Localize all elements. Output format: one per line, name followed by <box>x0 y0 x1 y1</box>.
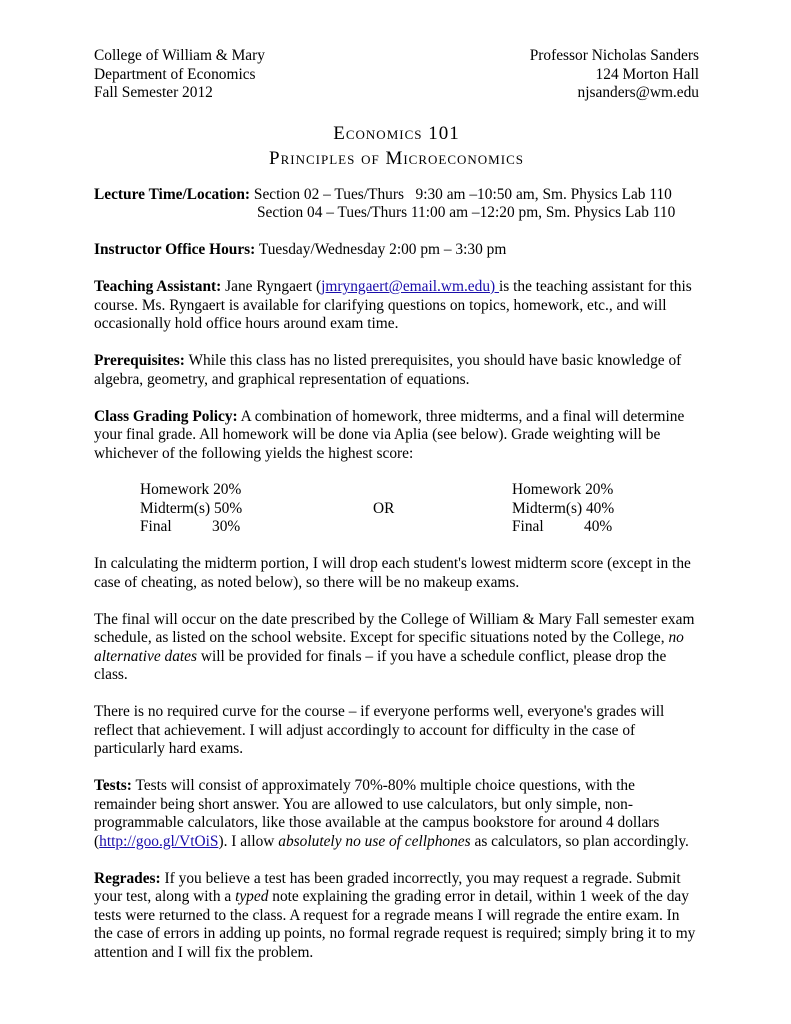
syllabus-page <box>94 47 699 962</box>
regrades-section <box>94 870 699 963</box>
ta-text-b: is the teaching assistant for this course. Ms. Ryngaert is available for clarifying questions on topics, homework, etc., and will occasionally hold office hours around exam time. <box>94 278 692 332</box>
lecture-label: Lecture Time/Location: <box>94 185 251 203</box>
lecture-line-1: Section 02 – Tues/Thurs 9:30 am –10:50 am, Sm. Physics Lab 110 <box>250 185 672 203</box>
grading-option-a <box>140 481 242 537</box>
final-paragraph <box>94 611 699 685</box>
course-number: Economics 101 <box>333 122 460 144</box>
course-title <box>94 122 699 170</box>
office-hours-label: Instructor Office Hours: <box>94 241 256 258</box>
option-b-item: Homework 20% <box>512 481 614 498</box>
professor-email: njsanders@wm.edu <box>577 84 699 101</box>
grading-options <box>94 481 699 555</box>
grading-or: OR <box>373 499 395 517</box>
office-hours-section <box>94 241 699 260</box>
grading-text: A combination of homework, three midterms, and a final will determine your final grade. All homework will be done via Aplia (see below). Grade weighting will be whichever of the following yields the highest score: <box>94 407 685 462</box>
header-left <box>94 47 265 103</box>
option-b-item: Midterm(s) 40% <box>512 499 615 517</box>
semester: Fall Semester 2012 <box>94 84 213 101</box>
option-b-row <box>512 500 614 519</box>
option-a-item: Midterm(s) 50% <box>140 499 243 517</box>
office-hours-text: Tuesday/Wednesday 2:00 pm – 3:30 pm <box>255 241 507 258</box>
final-emphasis: no alternative dates <box>94 629 684 665</box>
professor-name: Professor Nicholas Sanders <box>529 47 699 64</box>
tests-text-c: as calculators, so plan accordingly. <box>470 832 689 850</box>
option-a-row <box>140 481 242 500</box>
grading-option-b <box>512 481 614 537</box>
option-b-value: 40% <box>584 518 613 535</box>
office-location: 124 Morton Hall <box>595 65 699 83</box>
course-name: Principles of Microeconomics <box>269 147 524 169</box>
college-name: College of William & Mary <box>94 47 265 64</box>
option-b-row <box>512 481 614 500</box>
regrades-emphasis: typed <box>235 888 269 905</box>
midterm-paragraph: In calculating the midterm portion, I will drop each student's lowest midterm score (except in the case of cheating, as noted below), so there will be no makeup exams. <box>94 555 691 591</box>
tests-section <box>94 777 699 851</box>
lecture-section <box>94 186 699 205</box>
option-a-item: Final <box>140 518 172 535</box>
grading-label: Class Grading Policy: <box>94 407 238 425</box>
ta-email-link[interactable]: jmryngaert@email.wm.edu) <box>321 278 499 295</box>
curve-paragraph: There is no required curve for the course – if everyone performs well, everyone's grades will reflect that achievement. I will adjust accordingly to account for difficulty in the case of particularly hard exams. <box>94 703 665 757</box>
regrades-text-a: If you believe a test has been graded incorrectly, you may request a regrade. Submit your test, along with a <box>94 869 681 905</box>
final-text-a: The final will occur on the date prescribed by the College of William & Mary Fall semester exam schedule, as listed on the school website. Except for specific situations noted by the College, <box>94 610 695 646</box>
option-a-row <box>140 518 242 537</box>
regrades-label: Regrades: <box>94 869 161 887</box>
option-a-row <box>140 500 242 519</box>
tests-label: Tests: <box>94 777 132 794</box>
department-name: Department of Economics <box>94 65 256 83</box>
tests-text-a: Tests will consist of approximately 70%-80% multiple choice questions, with the remainder being short answer. You are allowed to use calculators, but only simple, non-programmable calculators, like those available at the campus bookstore for around 4 dollars ( <box>94 777 660 850</box>
tests-text-b: ). I allow <box>218 832 279 850</box>
header-right <box>530 47 699 103</box>
option-a-value: 30% <box>212 518 241 535</box>
ta-section <box>94 278 699 334</box>
grading-section <box>94 408 699 464</box>
final-text-b: will be provided for finals – if you have a schedule conflict, please drop the class. <box>94 647 667 683</box>
document-header <box>94 47 699 103</box>
prereq-section <box>94 352 699 389</box>
lecture-line-2: Section 04 – Tues/Thurs 11:00 am –12:20 pm, Sm. Physics Lab 110 <box>257 204 676 221</box>
ta-text-a: Jane Ryngaert ( <box>221 278 322 295</box>
regrades-text-b: note explaining the grading error in detail, within 1 week of the day tests were returned to the class. A request for a regrade means I will regrade the entire exam. In the case of errors in adding up points, no formal regrade request is required; simply bring it to my attention and I will fix the problem. <box>94 888 696 961</box>
option-b-row <box>512 518 614 537</box>
prereq-label: Prerequisites: <box>94 352 185 369</box>
option-a-item: Homework 20% <box>140 481 242 498</box>
tests-emphasis: absolutely no use of cellphones <box>278 832 471 850</box>
option-b-item: Final <box>512 518 544 535</box>
prereq-text: While this class has no listed prerequisites, you should have basic knowledge of algebra, geometry, and graphical representation of equations. <box>94 352 682 388</box>
calculator-link[interactable]: http://goo.gl/VtOiS <box>99 832 219 850</box>
ta-label: Teaching Assistant: <box>94 278 222 295</box>
